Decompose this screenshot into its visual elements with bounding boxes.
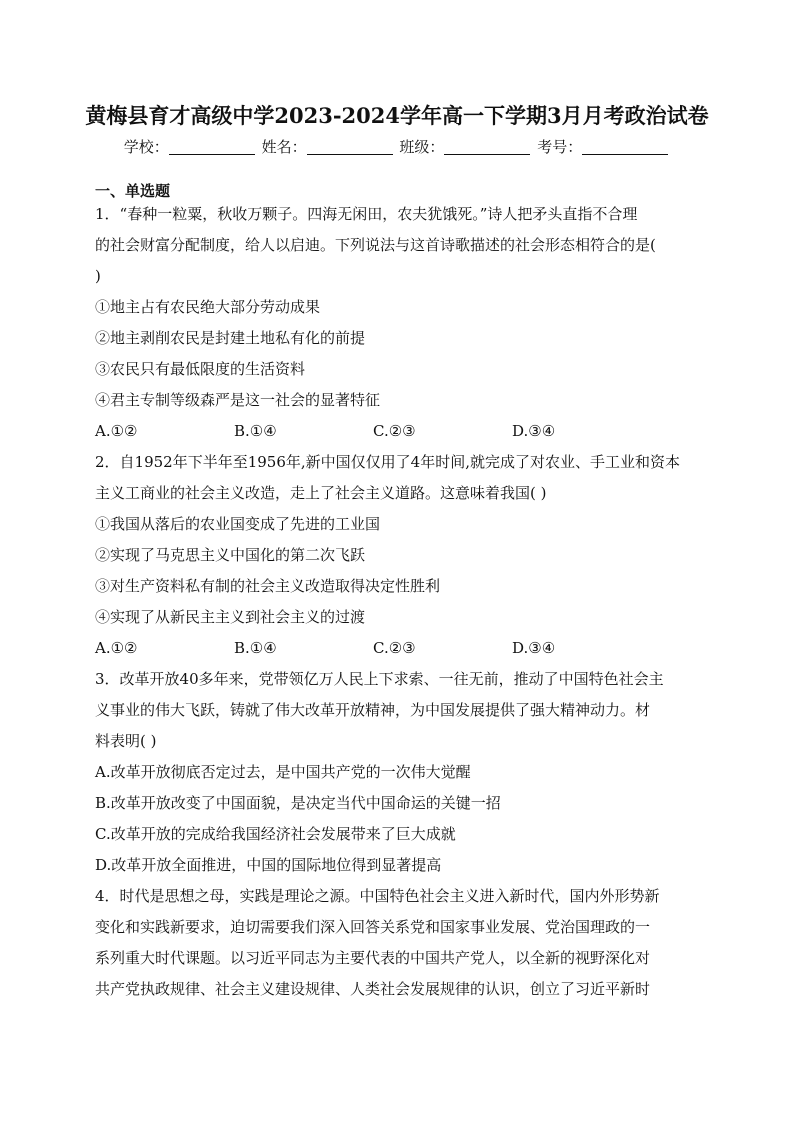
question-3-line: 3．改革开放40多年来，党带领亿万人民上下求索、一往无前，推动了中国特色社会主 (95, 670, 664, 688)
option-c: C.②③ (373, 422, 416, 440)
question-2-statement: ②实现了马克思主义中国化的第二次飞跃 (95, 546, 366, 564)
question-1-statement: ①地主占有农民绝大部分劳动成果 (95, 298, 321, 316)
exam-number-blank[interactable] (582, 140, 668, 155)
question-4-line: 4．时代是思想之母，实践是理论之源。中国特色社会主义进入新时代，国内外形势新 (95, 887, 660, 905)
school-label: 学校： (123, 138, 169, 156)
exam-title: 黄梅县育才高级中学2023-2024学年高一下学期3月月考政治试卷 (85, 103, 709, 128)
question-3-option-d: D.改革开放全面推进，中国的国际地位得到显著提高 (95, 856, 442, 874)
question-2-statement: ③对生产资料私有制的社会主义改造取得决定性胜利 (95, 577, 441, 595)
section-title: 一、单选题 (95, 182, 171, 200)
question-1-statement: ②地主剥削农民是封建土地私有化的前提 (95, 329, 366, 347)
school-blank[interactable] (169, 140, 255, 155)
question-1-line: ) (95, 267, 101, 285)
question-3-line: 料表明( ) (95, 732, 157, 750)
name-blank[interactable] (307, 140, 393, 155)
class-label: 班级： (399, 138, 445, 156)
option-a: A.①② (95, 639, 138, 657)
question-1-line: 的社会财富分配制度，给人以启迪。下列说法与这首诗歌描述的社会形态相符合的是( (95, 236, 656, 254)
name-label: 姓名： (261, 138, 307, 156)
question-1-statement: ④君主专制等级森严是这一社会的显著特征 (95, 391, 381, 409)
option-b: B.①④ (234, 639, 277, 657)
exam-number-label: 考号： (537, 138, 583, 156)
question-1-line: 1．“春种一粒粟，秋收万颗子。四海无闲田，农夫犹饿死。”诗人把矛头直指不合理 (95, 205, 638, 223)
question-content (95, 199, 700, 1005)
question-4-line: 共产党执政规律、社会主义建设规律、人类社会发展规律的认识，创立了习近平新时 (95, 980, 651, 998)
option-d: D.③④ (512, 639, 556, 657)
class-blank[interactable] (444, 140, 530, 155)
option-d: D.③④ (512, 422, 556, 440)
question-2-line: 主义工商业的社会主义改造，走上了社会主义道路。这意味着我国( ) (95, 484, 547, 502)
option-a: A.①② (95, 422, 138, 440)
question-3-option-c: C.改革开放的完成给我国经济社会发展带来了巨大成就 (95, 825, 456, 843)
option-b: B.①④ (234, 422, 277, 440)
question-3-line: 义事业的伟大飞跃，铸就了伟大改革开放精神，为中国发展提供了强大精神动力。材 (95, 701, 651, 719)
question-3-option-b: B.改革开放改变了中国面貌，是决定当代中国命运的关键一招 (95, 794, 501, 812)
question-2-statement: ①我国从落后的农业国变成了先进的工业国 (95, 515, 381, 533)
question-4-line: 变化和实践新要求，迫切需要我们深入回答关系党和国家事业发展、党治国理政的一 (95, 918, 651, 936)
student-info-line (0, 136, 794, 157)
question-2-statement: ④实现了从新民主主义到社会主义的过渡 (95, 608, 366, 626)
question-2-line: 2．自1952年下半年至1956年,新中国仅仅用了4年时间,就完成了对农业、手工业和资本 (95, 453, 680, 471)
question-1-options (95, 416, 700, 447)
question-1-statement: ③农民只有最低限度的生活资料 (95, 360, 306, 378)
question-4-line: 系列重大时代课题。以习近平同志为主要代表的中国共产党人，以全新的视野深化对 (95, 949, 651, 967)
question-3-option-a: A.改革开放彻底否定过去，是中国共产党的一次伟大觉醒 (95, 763, 471, 781)
option-c: C.②③ (373, 639, 416, 657)
question-2-options (95, 633, 700, 664)
